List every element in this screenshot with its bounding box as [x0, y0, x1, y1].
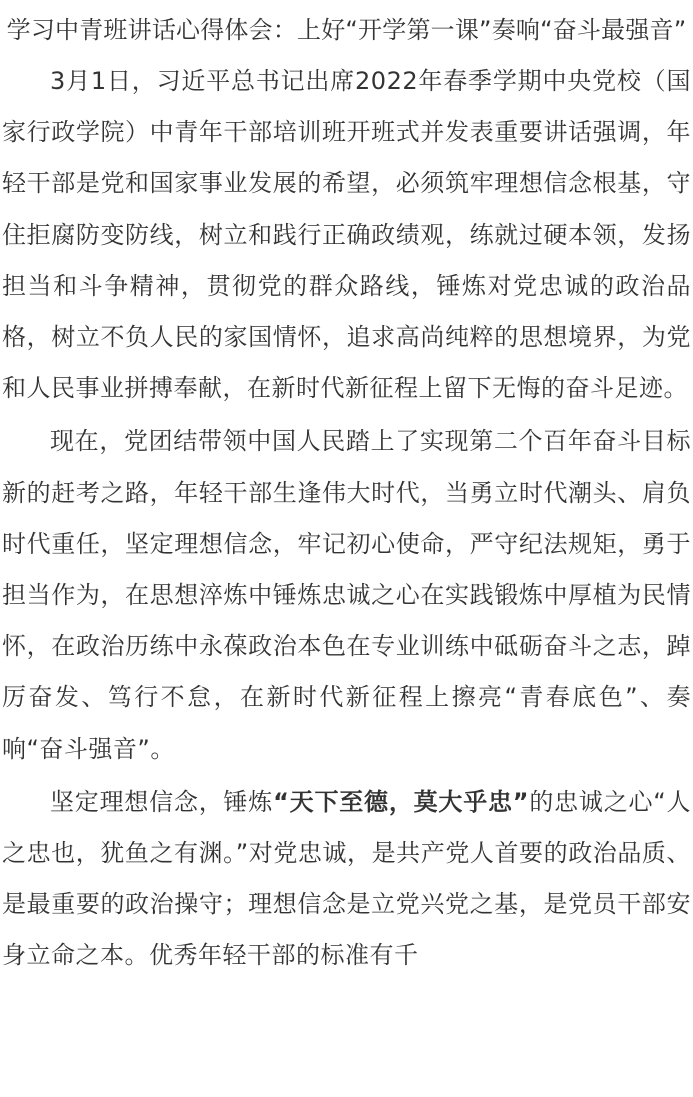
paragraph-1: 3月1日，习近平总书记出席2022年春季学期中央党校（国家行政学院）中青年干部培训班开班式并发表重要讲话强调，年轻干部是党和国家事业发展的希望，必须筑牢理想信念根基，守住拒腐防变防线，树立和践行正确政绩观，练就过硬本领，发扬担当和斗争精神，贯彻党的群众路线，锤炼对党忠诚的政治品格，树立不负人民的家国情怀，追求高尚纯粹的思想境界，为党和人民事业拼搏奉献，在新时代新征程上留下无悔的奋斗足迹。: [2, 67, 691, 403]
paragraph-3-quote: “天下至德，莫大乎忠”: [273, 787, 530, 816]
paragraph-3-lead: 坚定理想信念，锤炼: [50, 787, 274, 816]
paragraph-3: [2, 777, 691, 982]
paragraph-3-rest: 的忠诚之心“人之忠也，犹鱼之有渊。”对党忠诚，是共产党人首要的政治品质、是最重要的政治操守；理想信念是立党兴党之基，是党员干部安身立命之本。优秀年轻干部的标准有千: [2, 787, 692, 970]
paragraph-2: 现在，党团结带领中国人民踏上了实现第二个百年奋斗目标新的赶考之路，年轻干部生逢伟大时代，当勇立时代潮头、肩负时代重任，坚定理想信念，牢记初心使命，严守纪法规矩，勇于担当作为，在思想淬炼中锤炼忠诚之心在实践锻炼中厚植为民情怀，在政治历练中永葆政治本色在专业训练中砥砺奋斗之志，踔厉奋发、笃行不怠，在新时代新征程上擦亮“青春底色”、奏响“奋斗强音”。: [2, 427, 691, 763]
article-title: 学习中青班讲话心得体会：上好“开学第一课”奏响“奋斗最强音”: [6, 16, 687, 44]
